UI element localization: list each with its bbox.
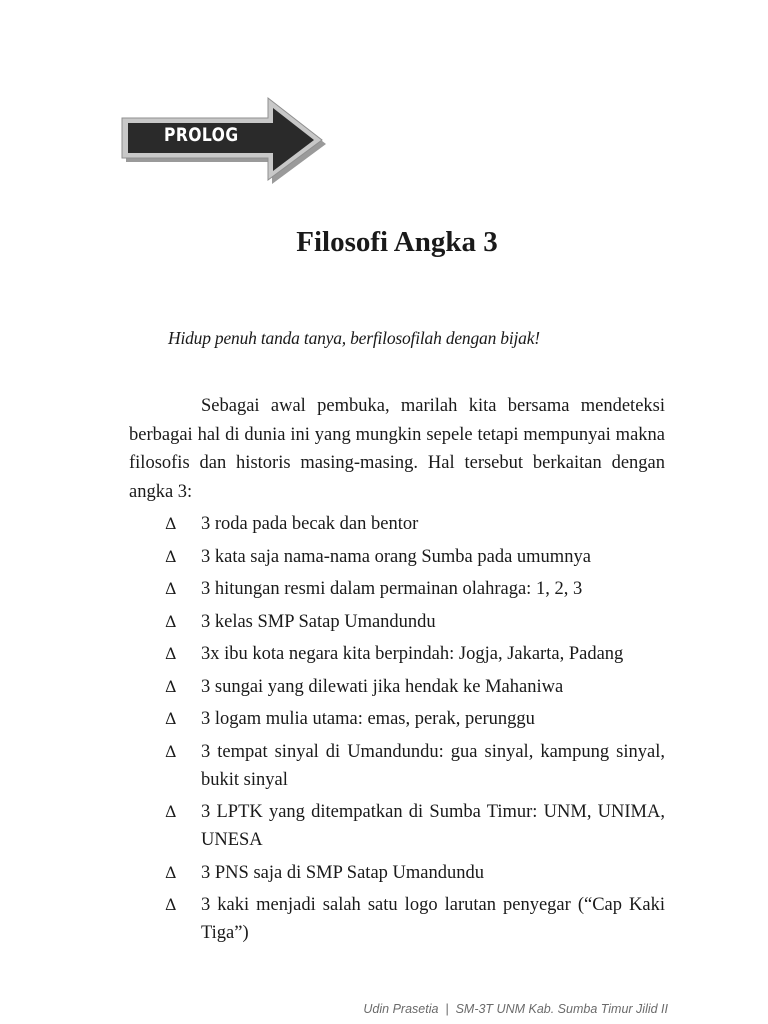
delta-bullet-icon: Δ: [165, 895, 177, 914]
intro-paragraph: Sebagai awal pembuka, marilah kita bersama mendeteksi berbagai hal di dunia ini yang mungkin sepele tetapi mempunyai makna filosofis dan historis masing-masing. Hal tersebut berkaitan dengan angka 3:: [129, 396, 665, 502]
list-item: [129, 738, 665, 794]
delta-bullet-icon: Δ: [165, 741, 177, 761]
list-item: [129, 859, 665, 887]
list-item-text: 3 PNS saja di SMP Satap Umandundu: [201, 862, 484, 883]
page-title: Filosofi Angka 3: [296, 226, 498, 258]
body-content: [129, 392, 665, 952]
delta-bullet-icon: Δ: [165, 546, 177, 566]
list-item: [129, 673, 665, 701]
prolog-label: PROLOG: [164, 124, 239, 146]
list-item: [129, 891, 665, 947]
list-item-text: 3 roda pada becak dan bentor: [201, 514, 419, 534]
list-item-text: 3 LPTK yang ditempatkan di Sumba Timur: UNM, UNIMA, UNESA: [201, 802, 665, 850]
delta-bullet-icon: Δ: [165, 611, 177, 631]
prolog-arrow-badge: [120, 96, 332, 188]
epigraph: Hidup penuh tanda tanya, berfilosofilah dengan bijak!: [168, 328, 540, 348]
list-item-text: 3 kaki menjadi salah satu logo larutan penyegar (“Cap Kaki Tiga”): [201, 895, 665, 943]
list-item-text: 3 kelas SMP Satap Umandundu: [201, 611, 436, 632]
list-item: [129, 543, 665, 571]
delta-bullet-icon: Δ: [165, 676, 177, 696]
delta-bullet-icon: Δ: [165, 709, 177, 728]
list-item-text: 3 kata saja nama-nama orang Sumba pada umumnya: [201, 546, 591, 567]
list-item-text: 3 logam mulia utama: emas, perak, perunggu: [201, 709, 535, 729]
list-item: [129, 608, 665, 636]
delta-bullet-icon: Δ: [165, 514, 177, 533]
page-footer: Udin Prasetia | SM-3T UNM Kab. Sumba Timur Jilid II: [363, 1002, 668, 1016]
delta-bullet-icon: Δ: [165, 579, 177, 598]
list-item-text: 3 sungai yang dilewati jika hendak ke Mahaniwa: [201, 676, 564, 697]
list-item: [129, 575, 665, 603]
list-item: [129, 510, 665, 538]
list-item-text: 3 tempat sinyal di Umandundu: gua sinyal, kampung sinyal, bukit sinyal: [201, 741, 665, 790]
delta-bullet-icon: Δ: [165, 644, 177, 663]
number-three-list: [129, 510, 665, 947]
list-item-text: 3x ibu kota negara kita berpindah: Jogja, Jakarta, Padang: [201, 644, 624, 664]
list-item-text: 3 hitungan resmi dalam permainan olahraga: 1, 2, 3: [201, 579, 583, 599]
list-item: [129, 640, 665, 668]
list-item: [129, 798, 665, 854]
delta-bullet-icon: Δ: [165, 862, 177, 882]
delta-bullet-icon: Δ: [165, 802, 177, 821]
list-item: [129, 705, 665, 733]
